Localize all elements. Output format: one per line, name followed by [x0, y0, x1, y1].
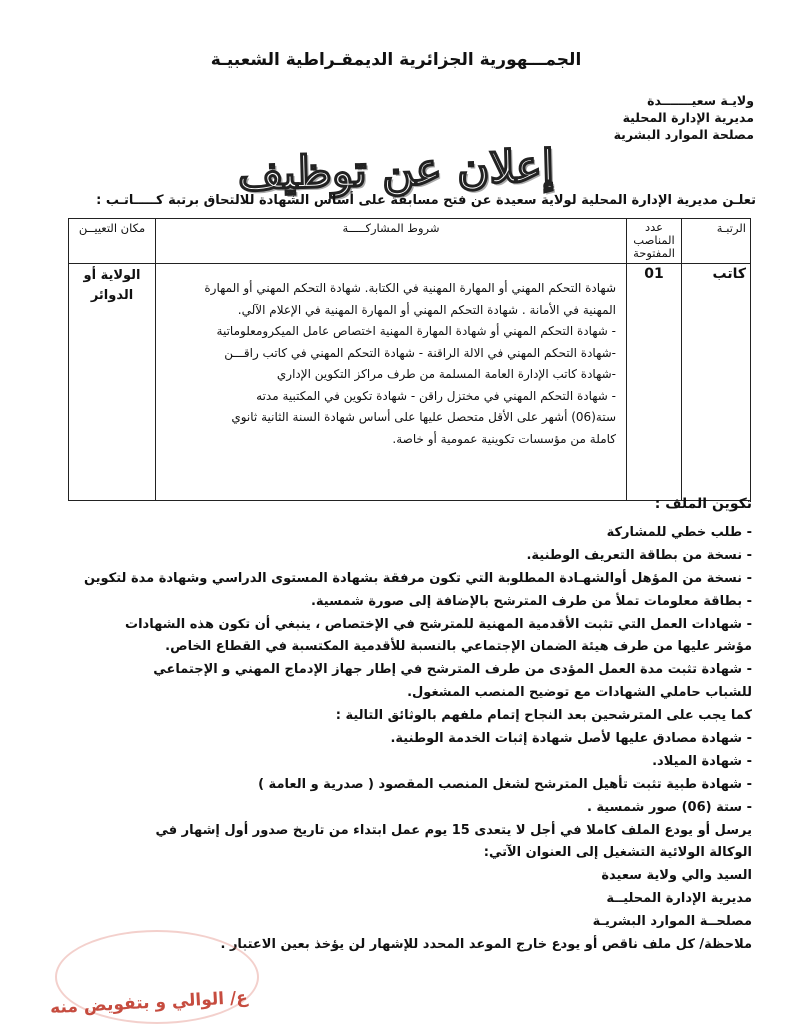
list-item: - شهادة مصادق عليها لأصل شهادة إثبات الخدمة الوطنية. — [390, 731, 752, 747]
table-header-row — [69, 219, 751, 264]
condition-line: -شهادة كاتب الإدارة العامة المسلمة من طرف مراكز التكوين الإداري — [276, 367, 616, 381]
condition-line: شهادة التحكم المهني أو المهارة المهنية في الكتابة. شهادة التحكم المهني أو المهارة — [204, 281, 616, 295]
condition-line: ستة(06) أشهر على الأقل متحصل عليها على أساس شهادة السنة الثانية ثانوي — [231, 410, 616, 424]
cell-place: الولاية أو الدوائر — [69, 264, 156, 501]
condition-line: - شهادة التحكم المهني في مختزل راقن - شهادة تكوين في المكتبية مدته — [256, 388, 616, 403]
list-item: - ستة (06) صور شمسية . — [586, 799, 752, 815]
list-item: - شهادة الميلاد. — [652, 753, 752, 769]
list-item: - شهادة تثبت مدة العمل المؤدى من طرف المترشح في إطار جهاز الإدماج المهني و الإجتماعي — [153, 662, 752, 678]
condition-line: المهنية في الأمانة . شهادة التحكم المهني أو المهارة المهنية في الإعلام الآلي. — [237, 302, 616, 317]
address-line: مديرية الإدارة المحليــة — [606, 891, 752, 907]
cell-conditions — [156, 264, 627, 501]
organization-block — [494, 92, 754, 143]
list-item: - طلب خطي للمشاركة — [606, 525, 752, 540]
file-composition-heading: تكوين الملف : — [654, 496, 752, 512]
announcement-title: إعلان عن توظيف — [237, 140, 555, 201]
list-item: للشباب حاملي الشهادات مع توضيح المنصب المشغول. — [407, 685, 752, 701]
header-rank: الرتبـة — [682, 219, 751, 264]
header-place: مكان التعييــن — [69, 219, 156, 264]
table-row — [69, 264, 751, 501]
signature: ع/ الوالي و بتفويض منه — [49, 987, 249, 1019]
republic-heading: الجمـــهورية الجزائرية الديمقـراطية الشعبيـة — [210, 50, 582, 70]
list-item: يرسل أو يودع الملف كاملا في أجل لا يتعدى 15 يوم عمل ابتداء من تاريخ صدور أول إشهار في — [155, 822, 752, 838]
org-line-directorate: مديرية الإدارة المحلية — [622, 110, 754, 125]
address-line: مصلحــة الموارد البشريـة — [592, 914, 752, 930]
note-line: ملاحظة/ كل ملف ناقص أو يودع خارج الموعد المحدد للإشهار لن يؤخذ بعين الاعتبار . — [220, 937, 752, 953]
condition-line: - شهادة التحكم المهني أو شهادة المهارة المهنية اختصاص عامل الميكرومعلوماتية — [216, 324, 616, 338]
cell-rank: كاتب — [682, 264, 751, 501]
condition-line: -شهادة التحكم المهني في الالة الراقنة - شهادة التحكم المهني في كاتب راقـــن — [224, 345, 616, 360]
list-item: - نسخة من المؤهل أوالشهـادة المطلوبة التي تكون مرفقة بشهادة المستوى الدراسي وشهادة مدة لتكوين — [83, 570, 752, 586]
file-requirements-list — [7, 522, 752, 957]
list-item: كما يجب على المترشحين بعد النجاح إتمام ملفهم بالوثائق التالية : — [335, 708, 752, 724]
list-item: الوكالة الولائية التشغيل إلى العنوان الآتي: — [483, 845, 752, 861]
positions-table — [68, 218, 751, 501]
address-line: السيد والي ولاية سعيدة — [601, 868, 752, 884]
org-line-hr-service: مصلحة الموارد البشرية — [613, 127, 754, 142]
list-item: مؤشر عليها من طرف هيئة الضمان الإجتماعي بالنسبة للأقدمية المكتسبة في القطاع الخاص. — [165, 639, 752, 655]
list-item: - بطاقة معلومات تملأ من طرف المترشح بالإضافة إلى صورة شمسية. — [310, 593, 752, 609]
header-count: عدد المناصب المفتوحة — [627, 219, 682, 264]
condition-line: كاملة من مؤسسات تكوينية عمومية أو خاصة. — [392, 431, 616, 446]
cell-count: 01 — [627, 264, 682, 501]
intro-text: تعلـن مديرية الإدارة المحلية لولاية سعيدة عن فتح مسابقة على أساس الشهادة للالتحاق برتبة كـــــاتـب : — [96, 193, 756, 208]
list-item: - شهادة طبية تثبت تأهيل المترشح لشغل المنصب المقصود ( صدرية و العامة ) — [258, 776, 752, 792]
list-item: - نسخة من بطاقة التعريف الوطنية. — [526, 547, 752, 563]
org-line-wilaya: ولايـة سعيـــــــدة — [647, 93, 754, 108]
list-item: - شهادات العمل التي تثبت الأقدمية المهنية للمترشح في الإختصاص ، ينبغي أن تكون هذه الشهادات — [125, 616, 752, 632]
header-conditions: شروط المشاركـــــة — [156, 219, 627, 264]
